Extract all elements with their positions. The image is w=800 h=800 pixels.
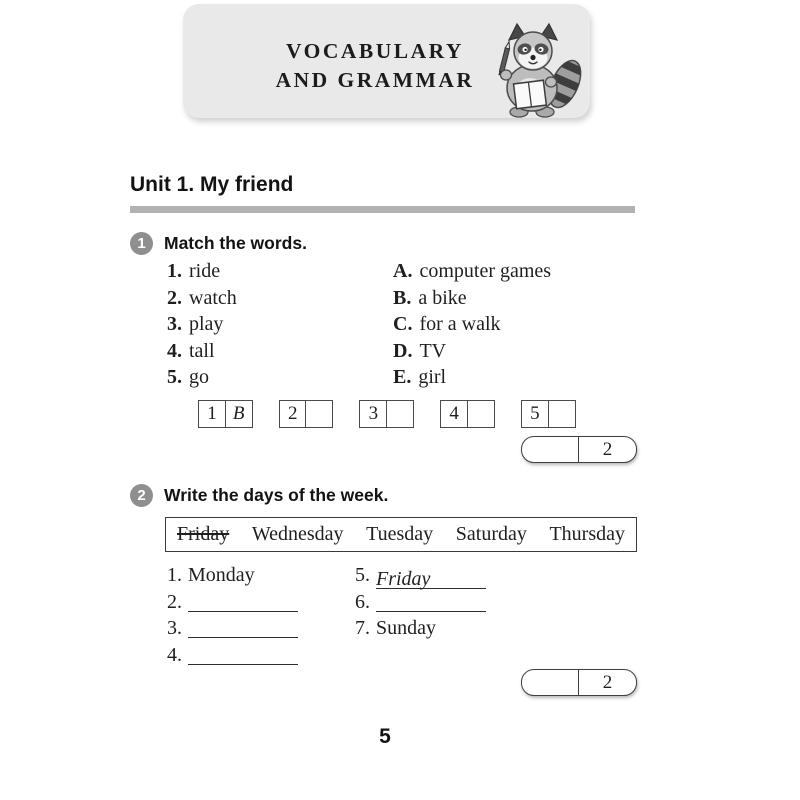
day-item-number: 4. [167, 643, 182, 666]
answer-box-pair-3 [359, 400, 414, 428]
day-item-number: 5. [355, 564, 370, 586]
match-item-word: computer games [419, 260, 552, 282]
exercise2-number-badge: 2 [130, 484, 153, 507]
answer-box-pair-1 [198, 400, 253, 428]
section-title-line2: AND GRAMMAR [275, 68, 475, 92]
score-max-cell: 2 [602, 438, 613, 460]
match-item-right [393, 258, 551, 285]
page-number: 5 [379, 725, 391, 748]
score-student-cell[interactable] [522, 437, 579, 462]
exercise1-match-list [167, 258, 551, 391]
word-bank-word: Thursday [549, 523, 625, 545]
match-item-letter: C. [393, 313, 413, 336]
day-item-number: 2. [167, 590, 182, 613]
exercise1-answer-boxes [198, 400, 576, 428]
match-item-number: 2. [167, 286, 182, 309]
answer-box-label: 2 [279, 400, 307, 428]
exercise2-instruction: Write the days of the week. [164, 485, 389, 505]
day-item [167, 615, 355, 642]
match-item-right [393, 311, 551, 338]
day-item-number: 7. [355, 617, 370, 640]
match-item-left [167, 338, 393, 365]
exercise2-header [130, 484, 388, 507]
answer-box-cell-empty[interactable] [305, 400, 333, 428]
match-item-word: go [189, 366, 209, 389]
day-item-word: Sunday [376, 617, 436, 640]
answer-box-label: 4 [440, 400, 468, 428]
match-item-right [393, 364, 551, 391]
section-title-line1: VOCABULARY [286, 39, 464, 63]
exercise1-instruction: Match the words. [164, 233, 307, 253]
day-item [355, 562, 486, 589]
answer-box-label: 1 [198, 400, 226, 428]
match-item-left [167, 285, 393, 312]
match-item-word: for a walk [419, 313, 501, 336]
day-item-handwritten-example: Friday [376, 569, 486, 589]
word-bank-word-crossed: Friday [177, 523, 230, 545]
answer-box-cell-empty[interactable] [386, 400, 414, 428]
match-item-letter: D. [393, 339, 413, 362]
answer-box-pair-2 [279, 400, 334, 428]
day-item [355, 615, 486, 642]
exercise1-header [130, 232, 307, 255]
raccoon-mascot-illustration [489, 22, 583, 118]
exercise2-word-bank [165, 517, 637, 552]
match-item-word: TV [419, 339, 447, 362]
unit-title: Unit 1. My friend [130, 173, 294, 196]
exercise1-score-box [521, 436, 637, 463]
match-item-left [167, 364, 393, 391]
day-item-blank-line[interactable] [188, 618, 298, 638]
match-item-right [393, 338, 551, 365]
answer-box-pair-5 [521, 400, 576, 428]
day-item-blank-line[interactable] [188, 645, 298, 665]
day-item-word: Monday [188, 564, 255, 586]
match-item-word: ride [189, 260, 221, 282]
match-item-word: a bike [418, 286, 467, 309]
match-item-left [167, 311, 393, 338]
day-item-blank-line[interactable] [376, 592, 486, 612]
day-item-number: 3. [167, 617, 182, 640]
word-bank-word: Tuesday [366, 523, 434, 545]
score-max-cell: 2 [602, 671, 613, 693]
match-item-number: 3. [167, 313, 182, 336]
exercise1-number-badge: 1 [130, 232, 153, 255]
answer-box-cell-empty[interactable] [548, 400, 576, 428]
word-bank-word: Wednesday [251, 523, 344, 545]
day-item-blank-line[interactable] [188, 592, 298, 612]
answer-box-cell-empty[interactable] [467, 400, 495, 428]
match-item-word: tall [189, 339, 215, 362]
match-item-left [167, 258, 393, 285]
match-item-letter: E. [393, 366, 412, 389]
day-item [167, 642, 355, 669]
day-item-number: 6. [355, 590, 370, 613]
answer-box-pair-4 [440, 400, 495, 428]
section-header-card [183, 4, 590, 118]
word-bank-word: Saturday [455, 523, 527, 545]
day-item [167, 562, 355, 589]
match-item-number: 1. [167, 260, 182, 282]
exercise2-score-box [521, 669, 637, 696]
match-item-right [393, 285, 551, 312]
match-item-number: 4. [167, 339, 182, 362]
match-item-number: 5. [167, 366, 182, 389]
score-student-cell[interactable] [522, 670, 579, 695]
answer-box-label: 3 [359, 400, 387, 428]
answer-box-label: 5 [521, 400, 549, 428]
match-item-word: play [189, 313, 224, 336]
answer-box-cell-filled: B [225, 400, 253, 428]
match-item-letter: A. [393, 260, 413, 282]
day-item-number: 1. [167, 564, 182, 586]
day-item [355, 589, 486, 616]
unit-divider-bar [130, 206, 635, 213]
match-item-word: girl [418, 366, 447, 389]
match-item-letter: B. [393, 286, 412, 309]
day-item [167, 589, 355, 616]
exercise2-days-list [167, 562, 486, 668]
match-item-word: watch [189, 286, 237, 309]
